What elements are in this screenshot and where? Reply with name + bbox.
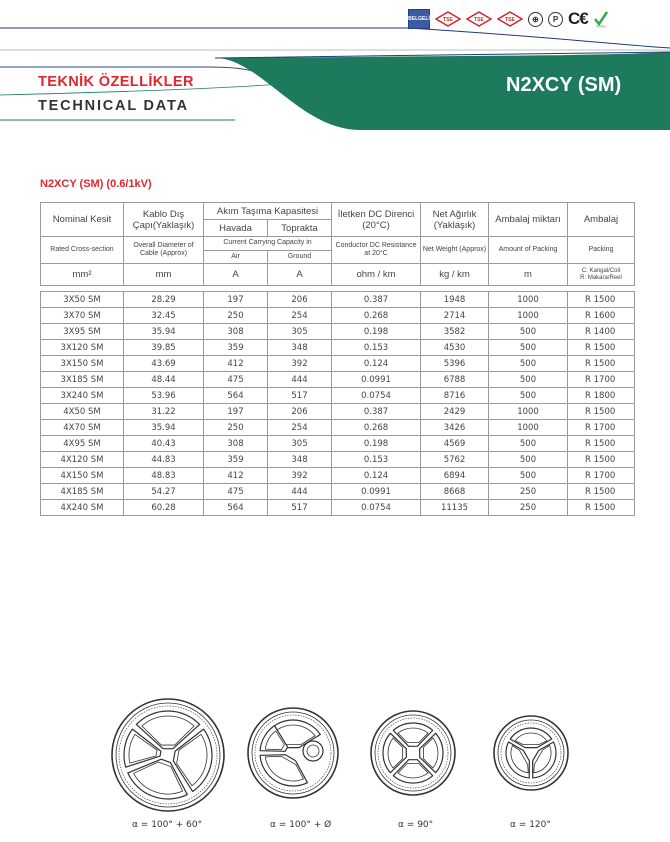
- header-amount-en: Amount of Packing: [489, 237, 568, 264]
- table-cell: 500: [489, 340, 568, 356]
- table-cell: 3X70 SM: [41, 308, 124, 324]
- table-cell: 0.153: [332, 340, 421, 356]
- table-cell: 500: [489, 468, 568, 484]
- table-cell: 197: [204, 292, 268, 308]
- cable-cross-section: [494, 716, 568, 790]
- table-cell: 250: [204, 420, 268, 436]
- circle-mark-icon: ⊕: [528, 12, 543, 27]
- table-cell: 0.268: [332, 420, 421, 436]
- table-cell: 0.0991: [332, 372, 421, 388]
- table-cell: 44.83: [124, 452, 204, 468]
- table-cell: 28.29: [124, 292, 204, 308]
- table-cell: 0.198: [332, 436, 421, 452]
- table-row: [41, 420, 635, 436]
- header-cap-en: Overall Diameter of Cable (Approx): [124, 237, 204, 264]
- table-cell: R 1500: [568, 436, 635, 452]
- header-ambalaj-miktar-tr: Ambalaj miktarı: [489, 203, 568, 237]
- table-cell: 8668: [421, 484, 489, 500]
- unit-kesit: mm²: [41, 264, 124, 286]
- table-cell: 2429: [421, 404, 489, 420]
- table-cell: 392: [268, 356, 332, 372]
- table-cell: R 1500: [568, 484, 635, 500]
- table-cell: 1948: [421, 292, 489, 308]
- cable-cross-section: [248, 708, 338, 798]
- table-cell: 0.387: [332, 292, 421, 308]
- table-cell: 39.85: [124, 340, 204, 356]
- table-cell: 3426: [421, 420, 489, 436]
- table-cell: 4X70 SM: [41, 420, 124, 436]
- table-cell: R 1500: [568, 404, 635, 420]
- table-cell: 4X185 SM: [41, 484, 124, 500]
- unit-packing: [568, 264, 635, 286]
- svg-text:TSE: TSE: [474, 17, 484, 23]
- table-cell: 359: [204, 340, 268, 356]
- cable-cross-section-diagrams: [0, 695, 670, 820]
- technical-data-table: [40, 202, 635, 516]
- table-cell: 0.268: [332, 308, 421, 324]
- table-cell: R 1500: [568, 292, 635, 308]
- svg-text:RoHS: RoHS: [596, 24, 606, 28]
- header-akim-en: Current Carrying Capacity in: [204, 237, 332, 251]
- header-agirlik-tr: Net Ağırlık (Yaklaşık): [421, 203, 489, 237]
- table-row: [41, 404, 635, 420]
- table-cell: 1000: [489, 308, 568, 324]
- table-cell: 6788: [421, 372, 489, 388]
- table-cell: 2714: [421, 308, 489, 324]
- table-cell: 0.0754: [332, 388, 421, 404]
- table-cell: 4X240 SM: [41, 500, 124, 516]
- table-cell: 475: [204, 484, 268, 500]
- unit-direnc: ohm / km: [332, 264, 421, 286]
- table-cell: 359: [204, 452, 268, 468]
- table-cell: 40.43: [124, 436, 204, 452]
- ce-mark-icon: C€: [568, 9, 588, 28]
- table-cell: 3X150 SM: [41, 356, 124, 372]
- table-cell: 500: [489, 436, 568, 452]
- table-row: [41, 500, 635, 516]
- header-cap-tr: Kablo Dış Çapı(Yaklaşık): [124, 203, 204, 237]
- header-air: Air: [204, 251, 268, 264]
- table-cell: R 1800: [568, 388, 635, 404]
- table-cell: 0.0991: [332, 484, 421, 500]
- table-cell: 4569: [421, 436, 489, 452]
- table-cell: 206: [268, 404, 332, 420]
- header-direnc-tr: İletken DC Direnci (20°C): [332, 203, 421, 237]
- table-cell: 6894: [421, 468, 489, 484]
- table-title: N2XCY (SM) (0.6/1kV): [40, 178, 152, 190]
- table-cell: 31.22: [124, 404, 204, 420]
- table-cell: 444: [268, 484, 332, 500]
- table-cell: 564: [204, 500, 268, 516]
- table-cell: R 1500: [568, 340, 635, 356]
- table-cell: 517: [268, 500, 332, 516]
- table-row: [41, 388, 635, 404]
- table-cell: 250: [489, 484, 568, 500]
- table-cell: 5396: [421, 356, 489, 372]
- table-cell: 500: [489, 452, 568, 468]
- table-cell: 517: [268, 388, 332, 404]
- table-cell: 444: [268, 372, 332, 388]
- table-cell: 32.45: [124, 308, 204, 324]
- table-cell: 0.153: [332, 452, 421, 468]
- table-row: [41, 308, 635, 324]
- table-row: [41, 340, 635, 356]
- table-cell: 4X120 SM: [41, 452, 124, 468]
- table-row: [41, 292, 635, 308]
- table-cell: 3X120 SM: [41, 340, 124, 356]
- table-cell: R 1500: [568, 500, 635, 516]
- header-ground: Ground: [268, 251, 332, 264]
- pcc-mark-icon: P: [548, 12, 563, 27]
- table-cell: 0.124: [332, 356, 421, 372]
- table-row: [41, 372, 635, 388]
- tse-diamond-icon: [497, 11, 523, 27]
- table-cell: 0.124: [332, 468, 421, 484]
- table-cell: 197: [204, 404, 268, 420]
- table-cell: 308: [204, 324, 268, 340]
- table-cell: 475: [204, 372, 268, 388]
- table-cell: 53.96: [124, 388, 204, 404]
- diagram-caption: α = 100° + Ø: [270, 820, 332, 830]
- table-cell: 250: [489, 500, 568, 516]
- table-row: [41, 452, 635, 468]
- tse-diamond-icon: [466, 11, 492, 27]
- svg-text:TSE: TSE: [505, 17, 515, 23]
- table-cell: 4530: [421, 340, 489, 356]
- diagram-caption: α = 90°: [398, 820, 434, 830]
- table-row: [41, 484, 635, 500]
- table-cell: 3X95 SM: [41, 324, 124, 340]
- table-cell: 0.387: [332, 404, 421, 420]
- table-cell: 500: [489, 324, 568, 340]
- table-cell: 5762: [421, 452, 489, 468]
- belgeli-logo-icon: BELGELİ: [408, 9, 430, 29]
- table-cell: 500: [489, 356, 568, 372]
- header-agirlik-en: Net Weight (Approx): [421, 237, 489, 264]
- unit-cap: mm: [124, 264, 204, 286]
- header-toprakta: Toprakta: [268, 220, 332, 237]
- unit-amount: m: [489, 264, 568, 286]
- rohs-check-icon: [593, 10, 609, 28]
- product-title: N2XCY (SM): [506, 74, 622, 96]
- table-cell: 8716: [421, 388, 489, 404]
- table-cell: 11135: [421, 500, 489, 516]
- table-row: [41, 436, 635, 452]
- table-cell: 1000: [489, 292, 568, 308]
- table-cell: 308: [204, 436, 268, 452]
- diagram-caption: α = 100° + 60°: [132, 820, 203, 830]
- header-havada: Havada: [204, 220, 268, 237]
- table-cell: 48.83: [124, 468, 204, 484]
- table-cell: R 1500: [568, 452, 635, 468]
- table-cell: 3582: [421, 324, 489, 340]
- table-cell: R 1700: [568, 420, 635, 436]
- table-cell: 254: [268, 308, 332, 324]
- table-cell: R 1400: [568, 324, 635, 340]
- unit-agirlik: kg / km: [421, 264, 489, 286]
- table-cell: R 1600: [568, 308, 635, 324]
- header-kesit-tr: Nominal Kesit: [41, 203, 124, 237]
- table-cell: 1000: [489, 420, 568, 436]
- table-cell: 4X95 SM: [41, 436, 124, 452]
- table-cell: 305: [268, 324, 332, 340]
- table-cell: 0.0754: [332, 500, 421, 516]
- svg-text:TSE: TSE: [443, 17, 453, 23]
- table-row: [41, 468, 635, 484]
- table-body: [41, 292, 635, 516]
- unit-air: A: [204, 264, 268, 286]
- table-cell: 4X150 SM: [41, 468, 124, 484]
- table-cell: 206: [268, 292, 332, 308]
- table-cell: 54.27: [124, 484, 204, 500]
- table-cell: 348: [268, 340, 332, 356]
- packing-coil-note: C: Kangal/Coil: [581, 267, 621, 274]
- header-akim-tr: Akım Taşıma Kapasitesi: [204, 203, 332, 220]
- table-cell: 4X50 SM: [41, 404, 124, 420]
- table-cell: R 1700: [568, 372, 635, 388]
- header-packing-en: Packing: [568, 237, 635, 264]
- header-kesit-en: Rated Cross-section: [41, 237, 124, 264]
- table-cell: 60.28: [124, 500, 204, 516]
- table-cell: 0.198: [332, 324, 421, 340]
- table-cell: 412: [204, 356, 268, 372]
- certification-logos: [408, 9, 609, 29]
- table-cell: 48.44: [124, 372, 204, 388]
- table-cell: 500: [489, 372, 568, 388]
- table-cell: 1000: [489, 404, 568, 420]
- table-cell: 35.94: [124, 324, 204, 340]
- cable-cross-section: [112, 699, 224, 811]
- table-cell: 43.69: [124, 356, 204, 372]
- table-cell: 3X50 SM: [41, 292, 124, 308]
- table-cell: 35.94: [124, 420, 204, 436]
- table-cell: 348: [268, 452, 332, 468]
- table-cell: 392: [268, 468, 332, 484]
- table-cell: 254: [268, 420, 332, 436]
- table-cell: R 1500: [568, 356, 635, 372]
- table-cell: 305: [268, 436, 332, 452]
- table-row: [41, 356, 635, 372]
- diagram-caption: α = 120°: [510, 820, 551, 830]
- header-direnc-en: Conductor DC Resistance at 20°C: [332, 237, 421, 264]
- section-title-tr: TEKNİK ÖZELLİKLER: [38, 74, 194, 90]
- table-cell: 3X185 SM: [41, 372, 124, 388]
- packing-reel-note: R: Makara/Reel: [580, 274, 622, 281]
- table-cell: 412: [204, 468, 268, 484]
- unit-ground: A: [268, 264, 332, 286]
- tse-diamond-icon: [435, 11, 461, 27]
- table-cell: 3X240 SM: [41, 388, 124, 404]
- table-row: [41, 324, 635, 340]
- section-title-en: TECHNICAL DATA: [38, 98, 189, 114]
- table-cell: 564: [204, 388, 268, 404]
- table-cell: 250: [204, 308, 268, 324]
- table-cell: 500: [489, 388, 568, 404]
- table-cell: R 1700: [568, 468, 635, 484]
- header-ambalaj-tr: Ambalaj: [568, 203, 635, 237]
- cable-cross-section: [371, 711, 455, 795]
